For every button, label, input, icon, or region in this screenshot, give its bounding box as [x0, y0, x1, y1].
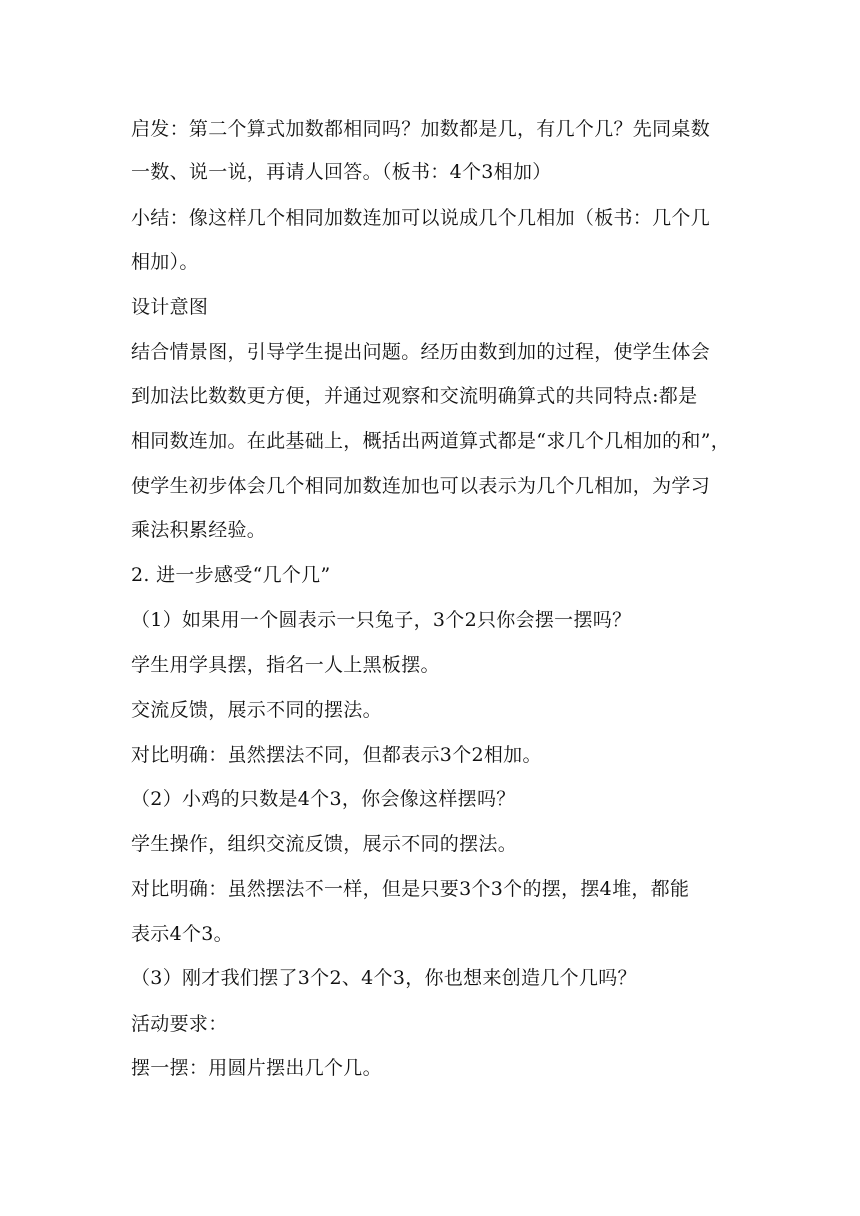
text-line: 结合情景图，引导学生提出问题。经历由数到加的过程，使学生体会	[131, 341, 711, 363]
text-line: 相同数连加。在此基础上，概括出两道算式都是“求几个几相加的和”，	[131, 430, 731, 452]
text-line: 小结：像这样几个相同加数连加可以说成几个几相加（板书：几个几	[131, 207, 711, 229]
text-line: （1）如果用一个圆表示一只兔子，3个2只你会摆一摆吗？	[131, 609, 632, 631]
text-line: 学生用学具摆，指名一人上黑板摆。	[131, 654, 440, 676]
text-line: 摆一摆：用圆片摆出几个几。	[131, 1057, 382, 1079]
text-line: 活动要求：	[131, 1013, 228, 1035]
text-line: 使学生初步体会几个相同加数连加也可以表示为几个几相加，为学习	[131, 475, 711, 497]
text-line: 对比明确：虽然摆法不同，但都表示3个2相加。	[131, 744, 542, 766]
text-line: 相加）。	[131, 251, 199, 273]
section-heading: 设计意图	[131, 296, 209, 318]
text-line: 一数、说一说，再请人回答。（板书：4个3相加）	[131, 161, 552, 183]
text-line: 乘法积累经验。	[131, 519, 267, 541]
text-line: （3）刚才我们摆了3个2、4个3，你也想来创造几个几吗？	[131, 967, 637, 989]
text-line: 交流反馈，展示不同的摆法。	[131, 699, 382, 721]
subsection-heading: 2. 进一步感受“几个几”	[131, 564, 331, 586]
text-line: 对比明确：虽然摆法不一样，但是只要3个3个的摆，摆4堆，都能	[131, 878, 690, 900]
text-line: （2）小鸡的只数是4个3，你会像这样摆吗？	[131, 788, 516, 810]
text-line: 学生操作，组织交流反馈，展示不同的摆法。	[131, 833, 518, 855]
text-line: 表示4个3。	[131, 923, 233, 945]
text-line: 到加法比数数更方便，并通过观察和交流明确算式的共同特点:都是	[131, 385, 698, 407]
text-line: 启发：第二个算式加数都相同吗？加数都是几，有几个几？先同桌数	[131, 118, 711, 140]
